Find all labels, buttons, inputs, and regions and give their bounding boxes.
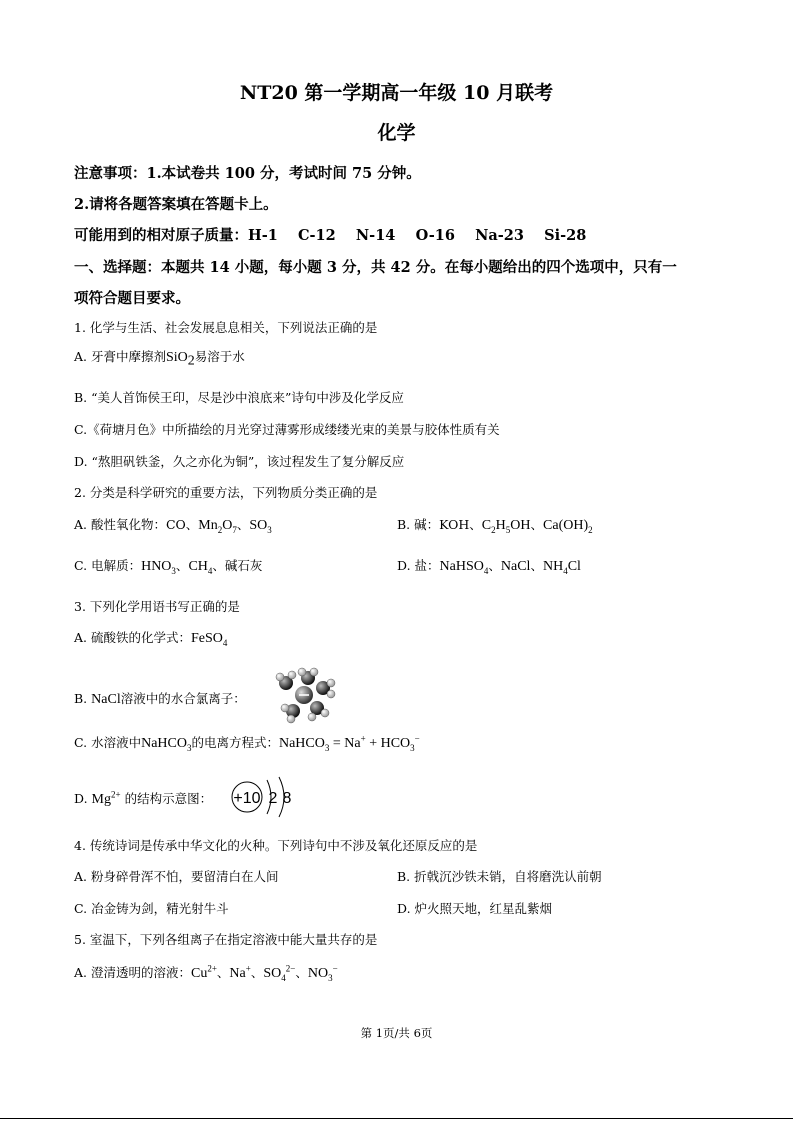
q2-stem: 2. 分类是科学研究的重要方法，下列物质分类正确的是 xyxy=(74,485,378,500)
q1-option-b: B. “美人首饰侯王印，尽是沙中浪底来”诗句中涉及化学反应 xyxy=(74,390,404,405)
notes-line-1: 注意事项：1.本试卷共 100 分，考试时间 75 分钟。 xyxy=(74,165,421,182)
q1-option-c: C.《荷塘月色》中所描绘的月光穿过薄雾形成缕缕光束的美景与胶体性质有关 xyxy=(74,422,500,437)
q2-option-b: B. 碱：KOH、$C_2H_5OH$、$Ca(OH)_2$ xyxy=(397,517,593,535)
q3-option-a: A. 硫酸铁的化学式：FeSO$_4$ xyxy=(74,630,228,648)
q5-option-a: A. 澄清透明的溶液：$Cu^{2+}$、Na+、$SO_4^{2-}$、$NO_3^-$ xyxy=(74,963,338,983)
q1-option-a: A. 牙膏中摩擦剂SiO$_2$易溶于水 xyxy=(74,349,245,369)
q3-option-b: B. NaCl溶液中的水合氯离子： xyxy=(74,691,246,707)
bottom-rule xyxy=(0,1118,793,1119)
q4-stem: 4. 传统诗词是传承中华文化的火种。下列诗句中不涉及氧化还原反应的是 xyxy=(74,838,478,853)
q4-option-c: C. 冶金铸为剑，精光射牛斗 xyxy=(74,901,229,916)
page-footer: 第 1页/共 6页 xyxy=(360,1026,433,1040)
chloride-ion xyxy=(295,686,313,704)
nucleus-charge: +10 xyxy=(233,790,261,807)
q1-option-d: D. “熬胆矾铁釜，久之亦化为铜”，该过程发生了复分解反应 xyxy=(74,454,405,469)
hydrated-chloride-ion-diagram xyxy=(272,668,338,724)
q5-stem: 5. 室温下，下列各组离子在指定溶液中能大量共存的是 xyxy=(74,932,378,947)
shell-1-electrons: 2 xyxy=(268,790,278,807)
q4-option-d: D. 炉火照天地，红星乱紫烟 xyxy=(397,901,553,916)
q3-option-d: D. $Mg^{2+}$ 的结构示意图： xyxy=(74,789,213,807)
q4-option-b: B. 折戟沉沙铁未销，自将磨洗认前朝 xyxy=(397,869,602,884)
q3-option-c: C. 水溶液中NaHCO$_3$的电离方程式：NaHCO$_3$ = $Na^+ + HCO_3^-$ xyxy=(74,733,420,753)
shell-2-electrons: 8 xyxy=(282,790,292,807)
subject-title: 化学 xyxy=(377,122,416,144)
section-header-line-2: 项符合题目要求。 xyxy=(74,290,190,307)
q2-option-c: C. 电解质：$HNO_3$、$CH_4$、碱石灰 xyxy=(74,558,263,576)
notes-line-2: 2.请将各题答案填在答题卡上。 xyxy=(74,196,278,213)
mg-ion-structure-diagram xyxy=(229,774,299,820)
q4-option-a: A. 粉身碎骨浑不怕，要留清白在人间 xyxy=(74,869,279,884)
q3-stem: 3. 下列化学用语书写正确的是 xyxy=(74,599,240,614)
q2-option-a: A. 酸性氧化物：CO、$Mn_2O_7$、$SO_3$ xyxy=(74,517,272,535)
atomic-mass-line: 可能用到的相对原子质量：H-1 C-12 N-14 O-16 Na-23 Si-28 xyxy=(74,227,587,244)
exam-title: NT20 第一学期高一年级 10 月联考 xyxy=(239,82,554,104)
q1-stem: 1. 化学与生活、社会发展息息相关，下列说法正确的是 xyxy=(74,320,378,335)
section-header-line-1: 一、选择题：本题共 14 小题，每小题 3 分，共 42 分。在每小题给出的四个选项中，只有一 xyxy=(74,259,677,276)
q2-option-d: D. 盐：NaHSO$_4$、NaCl、$NH_4Cl$ xyxy=(397,558,581,576)
